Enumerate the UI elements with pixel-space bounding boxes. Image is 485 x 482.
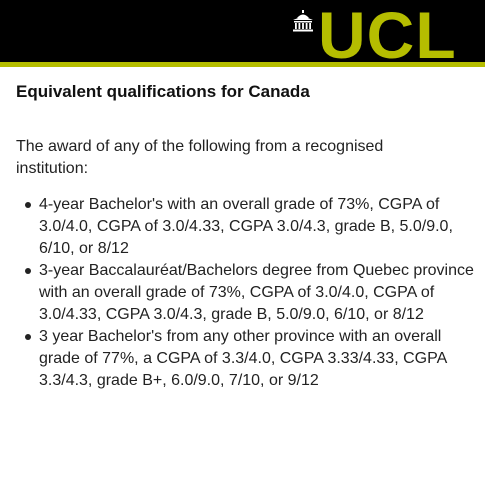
bullet-icon <box>25 334 31 340</box>
qualifications-list <box>16 194 476 392</box>
site-header <box>0 0 485 62</box>
ucl-logo[interactable]: UCL <box>318 0 457 60</box>
qualification-text: 3-year Baccalauréat/Bachelors degree from Quebec province with an overall grade of 73%, CGPA of 3.0/4.0, CGPA of 3.0/4.33, CGPA 3.0/4.3, grade B, 5.0/9.0, 6/10, or 8/12 <box>39 262 474 323</box>
qualification-text: 4-year Bachelor's with an overall grade of 73%, CGPA of 3.0/4.0, CGPA of 3.0/4.33, CGPA 3.0/4.3, grade B, 5.0/9.0, 6/10, or 8/12 <box>39 196 453 257</box>
page-title: Equivalent qualifications for Canada <box>16 82 310 101</box>
intro-text: The award of any of the following from a recognised institution: <box>16 138 384 177</box>
bullet-icon <box>25 268 31 274</box>
ucl-portico-icon <box>291 10 315 32</box>
bullet-icon <box>25 202 31 208</box>
qualification-text: 3 year Bachelor's from any other province with an overall grade of 77%, a CGPA of 3.3/4.0, CGPA 3.33/4.33, CGPA 3.3/4.3, grade B+, 6.0/9.0, 7/10, or 9/12 <box>39 328 447 389</box>
list-item <box>16 194 476 260</box>
list-item <box>16 326 476 392</box>
list-item <box>16 260 476 326</box>
header-accent-rule <box>0 62 485 67</box>
